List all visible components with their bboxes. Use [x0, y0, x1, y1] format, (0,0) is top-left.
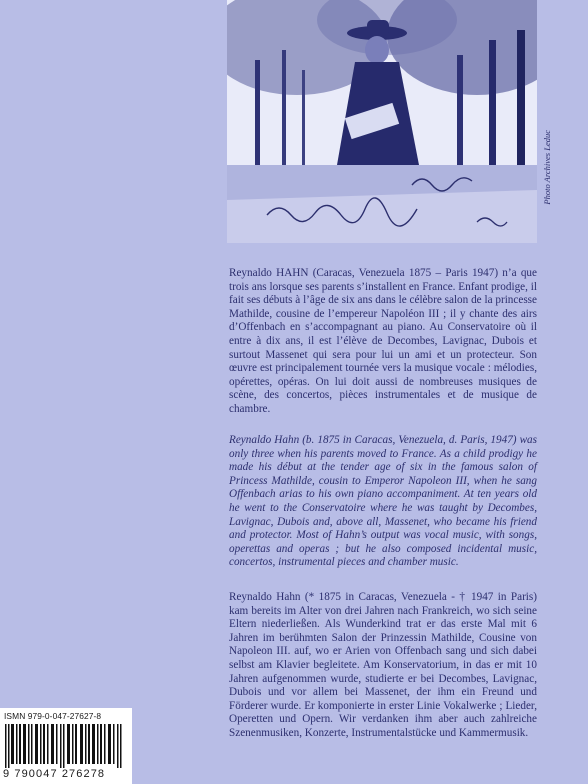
photo-credit: Photo Archives Leduc	[542, 130, 552, 205]
photo-illustration	[227, 0, 537, 243]
biography-german: Reynaldo Hahn (* 1875 in Caracas, Venezuela - † 1947 in Paris) kam bereits im Alter von drei Jahren nach Frankreich, wo sich seine Eltern niederließen. Als Wunderkind trat er das erste Mal mit 6 Jahren im berühmten Salon der Prinzessin Mathilde, Cousine von Napoleon III. auf, wo er Arien von Offenbach sang und sich dabei selbst am Klavier begleitete. Am Konservatorium, in das er mit 10 Jahren aufgenommen wurde, studierte er bei Decombes, Lavignac, Dubois und vor allem bei Massenet, der ihm ein Freund und Förderer wurde. Er komponierte in erster Linie Vokalwerke ; Lieder, Operetten und Opern. Wir verdanken ihm aber auch zahlreiche Szenenmusiken, Konzerte, Instrumentalstücke und Kammermusik.	[229, 591, 537, 739]
barcode-icon	[5, 724, 127, 768]
barcode-panel	[0, 708, 132, 784]
biography-french: Reynaldo HAHN (Caracas, Venezuela 1875 – Paris 1947) n’a que trois ans lorsque ses parents s’installent en France. Enfant prodige, il fait ses débuts à l’âge de six ans dans le célèbre salon de la princesse Mathilde, cousine de l’empereur Napoléon III ; il y chante des airs d’Offenbach en s’accompagnant au piano. Au Conservatoire où il entre à dix ans, il est l’élève de Decombes, Lavignac, Dubois et surtout Massenet qui sera pour lui un ami et un protecteur. Son œuvre est principalement tournée vers la musique vocale : mélodies, opérettes, opéras. On lui doit aussi de nombreuses musiques de scène, des concertos, pièces instrumentales et de musique de chambre.	[229, 267, 537, 415]
biography-english: Reynaldo Hahn (b. 1875 in Caracas, Venezuela, d. Paris, 1947) was only three when his parents moved to France. As a child prodigy he made his début at the tender age of six in the famous salon of Princess Mathilde, cousin to Emperor Napoleon III, when he sang Offenbach arias to his own piano accompaniment. At ten years old he went to the Conservatoire where he was taught by Decombes, Lavignac, Dubois and, above all, Massenet, who became his friend and protector. Most of Hahn’s output was vocal music, with songs, operettas and operas ; but he also composed incidental music, concertos, instrumental pieces and chamber music.	[229, 434, 537, 569]
barcode-number: 9 790047 276278	[3, 768, 106, 780]
ismn-label: ISMN 979-0-047-27627-8	[4, 711, 102, 721]
portrait-photo	[227, 0, 537, 243]
